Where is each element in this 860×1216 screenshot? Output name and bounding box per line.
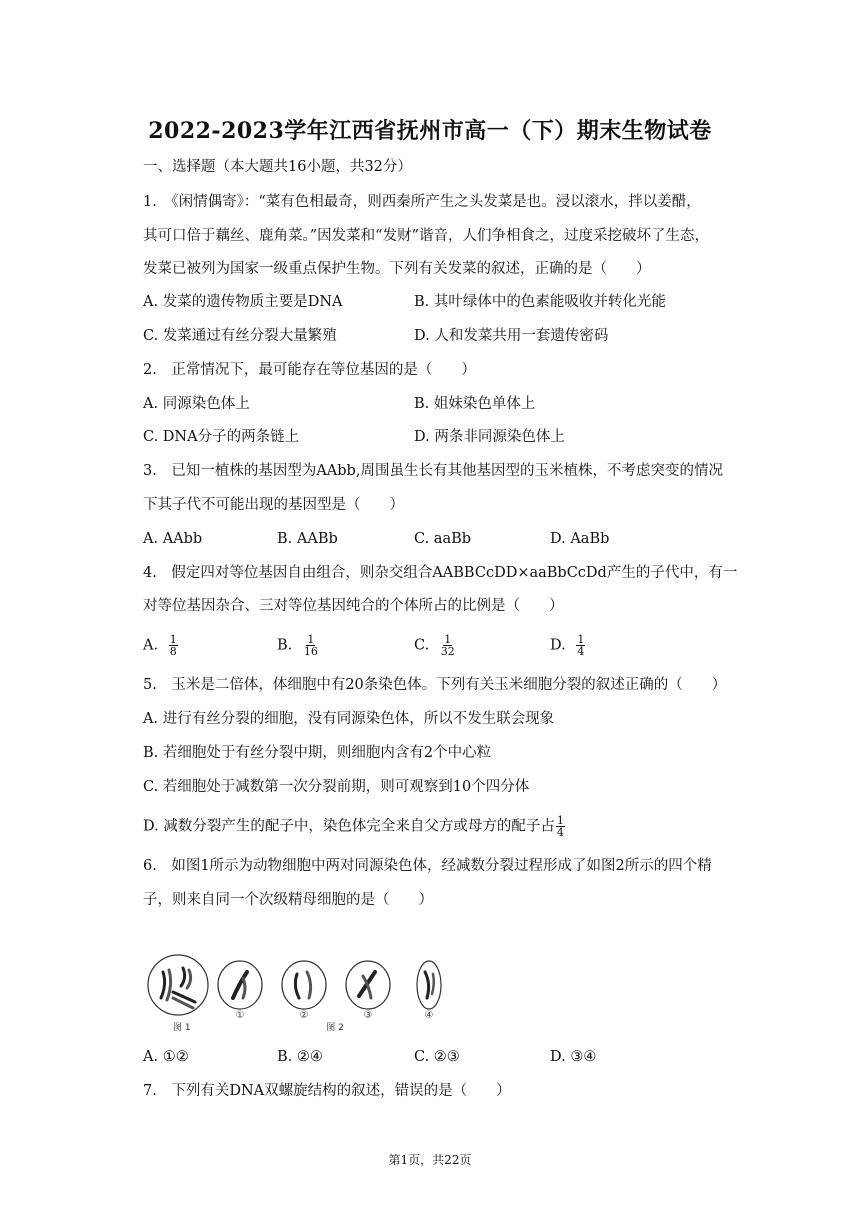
q4-stem-line-1: 4. 假定四对等位基因自由组合，则杂交组合AABBCcDD×aaBbCcDd产生的子代中，有一 <box>143 565 738 581</box>
q6-option-d: D. ③④ <box>550 1049 597 1065</box>
q4-option-d <box>550 634 585 657</box>
chromosome-figure <box>143 954 443 1036</box>
q4-option-c-fraction <box>440 634 456 657</box>
q4-option-d-fraction <box>576 634 585 657</box>
q4-option-b-fraction <box>303 634 319 657</box>
fraction-denominator: 8 <box>169 645 177 658</box>
cell-label-2: ② <box>299 1010 309 1021</box>
section-heading: 一、选择题（本大题共16小题，共32分） <box>143 159 412 175</box>
q2-option-b: B. 姐妹染色单体上 <box>414 396 536 412</box>
q3-stem-line-1: 3. 已知一植株的基因型为AAbb,周围虽生长有其他基因型的玉米植株，不考虑突变的情况 <box>143 463 723 479</box>
q3-option-c: C. aaBb <box>414 531 472 547</box>
q4-option-d-label: D. <box>550 637 566 654</box>
q6-stem-line-2: 子，则来自同一个次级精母细胞的是（ ） <box>143 892 433 908</box>
q5-stem: 5. 玉米是二倍体，体细胞中有20条染色体。下列有关玉米细胞分裂的叙述正确的（ ） <box>143 677 727 693</box>
q2-option-c: C. DNA分子的两条链上 <box>143 429 300 445</box>
q6-stem-line-1: 6. 如图1所示为动物细胞中两对同源染色体，经减数分裂过程形成了如图2所示的四个精 <box>143 858 712 874</box>
q4-option-a-fraction <box>169 634 178 657</box>
page-title: 2022-2023学年江西省抚州市高一（下）期末生物试卷 <box>148 118 712 144</box>
q4-option-b <box>277 634 319 657</box>
q5-option-d-text: D. 减数分裂产生的配子中，染色体完全来自父方或母方的配子占 <box>143 818 555 835</box>
fraction-numerator: 1 <box>169 633 177 646</box>
figure-1-cell <box>148 955 208 1015</box>
figure-2-label: 图 2 <box>326 1023 344 1033</box>
q5-option-c: C. 若细胞处于减数第一次分裂前期，则可观察到10个四分体 <box>143 779 530 795</box>
q4-option-b-label: B. <box>277 637 293 654</box>
q2-option-d: D. 两条非同源染色体上 <box>414 429 565 445</box>
q3-option-b: B. AABb <box>277 531 338 547</box>
q4-stem-line-2: 对等位基因杂合、三对等位基因纯合的个体所占的比例是（ ） <box>143 598 564 614</box>
q1-stem-line-3: 发菜已被列为国家一级重点保护生物。下列有关发菜的叙述，正确的是（ ） <box>143 261 651 277</box>
q5-option-a: A. 进行有丝分裂的细胞，没有同源染色体，所以不发生联会现象 <box>143 711 555 727</box>
q6-option-b: B. ②④ <box>277 1049 323 1065</box>
cell-label-1: ① <box>235 1010 245 1021</box>
q4-option-c-label: C. <box>414 637 430 654</box>
cell-label-4: ④ <box>424 1010 434 1021</box>
q4-option-a <box>143 634 178 657</box>
figure-2-cell-4 <box>417 961 441 1009</box>
figure-2-cell-2 <box>282 961 326 1009</box>
fraction-numerator: 1 <box>577 633 585 646</box>
q1-stem-line-1: 1. 《闲情偶寄》：“菜有色相最奇，则西秦所产生之头发菜是也。浸以滚水，拌以姜醋， <box>143 194 701 210</box>
q5-option-b: B. 若细胞处于有丝分裂中期，则细胞内含有2个中心粒 <box>143 745 492 761</box>
q2-option-a: A. 同源染色体上 <box>143 396 250 412</box>
fraction-numerator: 1 <box>307 633 315 646</box>
q4-option-a-label: A. <box>143 637 159 654</box>
q4-option-c <box>414 634 456 657</box>
q3-option-d: D. AaBb <box>550 531 610 547</box>
q1-option-c: C. 发菜通过有丝分裂大量繁殖 <box>143 328 337 344</box>
cell-label-3: ③ <box>363 1010 373 1021</box>
q1-option-d: D. 人和发菜共用一套遗传密码 <box>414 328 609 344</box>
q6-option-a: A. ①② <box>143 1049 189 1065</box>
figure-2-cell-1 <box>218 961 262 1009</box>
q2-stem: 2. 正常情况下，最可能存在等位基因的是（ ） <box>143 362 476 378</box>
fraction-denominator: 4 <box>577 645 585 658</box>
chromosome-figure-svg <box>143 954 443 1036</box>
q6-option-c: C. ②③ <box>414 1049 460 1065</box>
q7-stem: 7. 下列有关DNA双螺旋结构的叙述，错误的是（ ） <box>143 1083 511 1099</box>
fraction-numerator: 1 <box>556 814 564 827</box>
fraction-denominator: 16 <box>303 645 318 658</box>
q5-option-d-fraction <box>556 815 565 838</box>
q3-stem-line-2: 下其子代不可能出现的基因型是（ ） <box>143 497 404 513</box>
figure-2-cell-3 <box>346 961 390 1009</box>
fraction-denominator: 32 <box>440 645 455 658</box>
q1-stem-line-2: 其可口倍于藕丝、鹿角菜。”因发菜和“发财”谐音，人们争相食之，过度采挖破坏了生态， <box>143 228 709 244</box>
fraction-denominator: 4 <box>556 826 564 839</box>
q1-option-a: A. 发菜的遗传物质主要是DNA <box>143 294 343 310</box>
figure-1-label: 图 1 <box>173 1023 191 1033</box>
q5-option-d <box>143 815 565 838</box>
q1-option-b: B. 其叶绿体中的色素能吸收并转化光能 <box>414 294 666 310</box>
page-footer: 第1页，共22页 <box>388 1153 472 1167</box>
fraction-numerator: 1 <box>444 633 452 646</box>
q3-option-a: A. AAbb <box>143 531 203 547</box>
